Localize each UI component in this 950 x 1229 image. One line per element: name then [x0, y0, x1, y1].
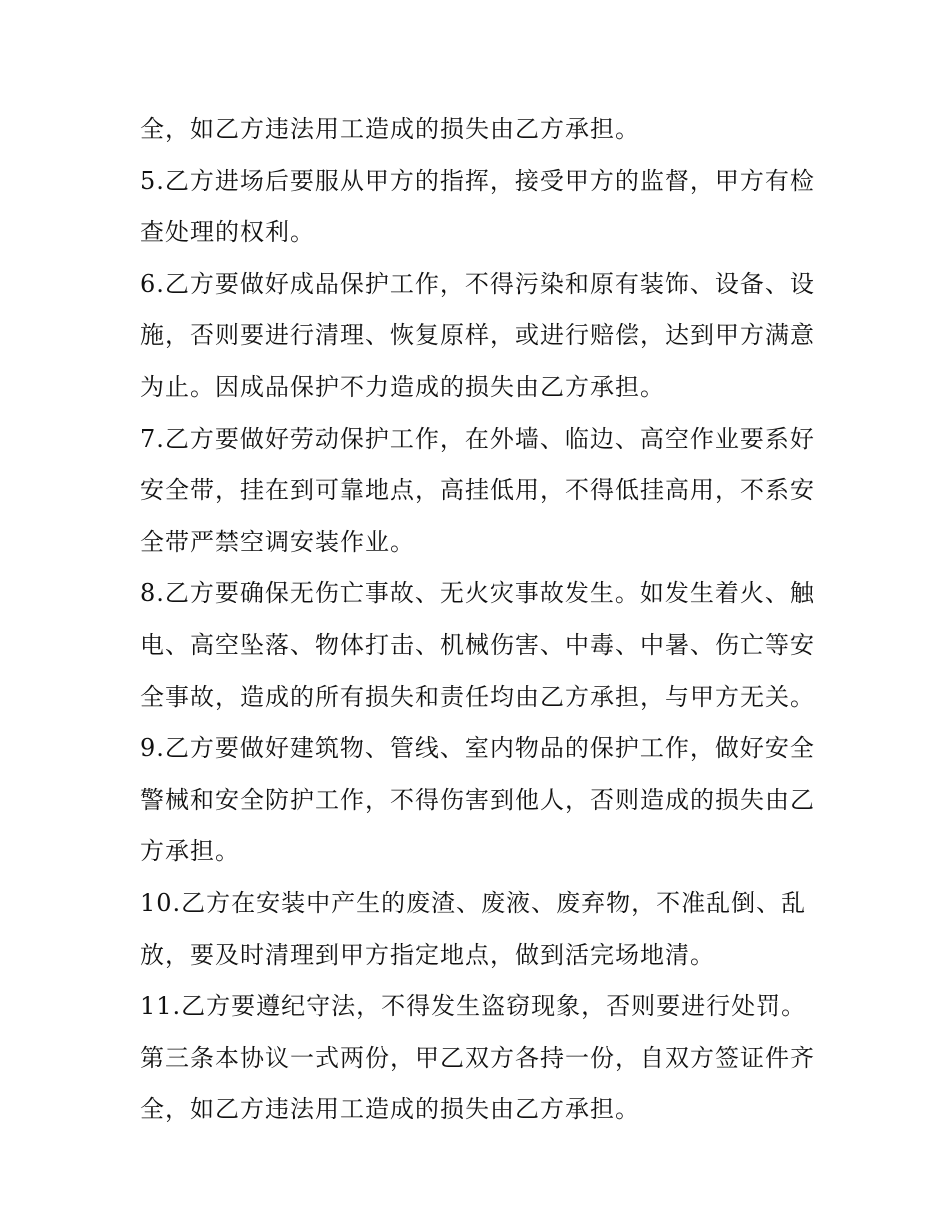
text-line: 7.乙方要做好劳动保护工作，在外墙、临边、高空作业要系好: [140, 424, 815, 453]
text-line: 6.乙方要做好成品保护工作，不得污染和原有装饰、设备、设: [140, 269, 815, 298]
text-line: 方承担。: [140, 837, 240, 866]
text-line: 警械和安全防护工作，不得伤害到他人，否则造成的损失由乙: [140, 785, 815, 814]
text-line: 放，要及时清理到甲方指定地点，做到活完场地清。: [140, 940, 715, 969]
text-line: 全，如乙方违法用工造成的损失由乙方承担。: [140, 1095, 640, 1124]
text-line: 第三条本协议一式两份，甲乙双方各持一份，自双方签证件齐: [140, 1043, 815, 1072]
text-line: 全带严禁空调安装作业。: [140, 527, 415, 556]
text-line: 5.乙方进场后要服从甲方的指挥，接受甲方的监督，甲方有检: [140, 166, 815, 195]
text-line: 10.乙方在安装中产生的废渣、废液、废弃物，不准乱倒、乱: [140, 888, 807, 917]
text-line: 全，如乙方违法用工造成的损失由乙方承担。: [140, 115, 640, 143]
text-line: 8.乙方要确保无伤亡事故、无火灾事故发生。如发生着火、触: [140, 579, 815, 608]
text-line: 全事故，造成的所有损失和责任均由乙方承担，与甲方无关。: [140, 682, 815, 711]
text-line: 施，否则要进行清理、恢复原样，或进行赔偿，达到甲方满意: [140, 321, 815, 350]
contract-text: [140, 104, 820, 1136]
text-line: 11.乙方要遵纪守法，不得发生盗窃现象，否则要进行处罚。: [140, 992, 807, 1021]
text-line: 查处理的权利。: [140, 218, 315, 247]
text-line: 安全带，挂在到可靠地点，高挂低用，不得低挂高用，不系安: [140, 476, 815, 505]
text-line: 为止。因成品保护不力造成的损失由乙方承担。: [140, 372, 665, 401]
text-line: 电、高空坠落、物体打击、机械伤害、中毒、中暑、伤亡等安: [140, 630, 815, 659]
text-line: 9.乙方要做好建筑物、管线、室内物品的保护工作，做好安全: [140, 734, 815, 763]
